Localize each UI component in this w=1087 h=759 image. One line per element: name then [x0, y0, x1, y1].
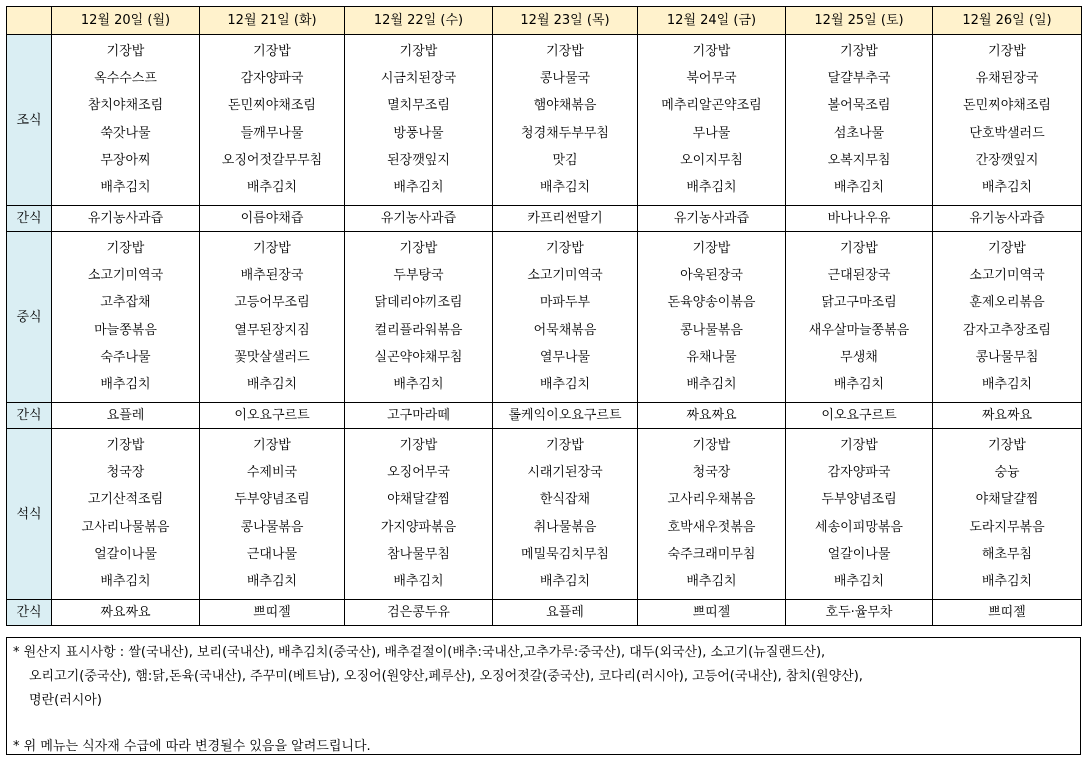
dish: 감자양파국: [827, 464, 891, 480]
lunch-cell: [786, 232, 933, 403]
notes-box: [6, 637, 1081, 755]
dinner-cell: [933, 429, 1082, 600]
dish: 돈민찌야채조림: [228, 98, 316, 114]
dish: 야채달걀찜: [387, 492, 450, 508]
dish: 들깨무나물: [240, 125, 304, 141]
dish: 기장밥: [840, 240, 878, 256]
header-row: [7, 7, 1082, 35]
dish: 콩나물볶음: [240, 519, 304, 535]
dish: 기장밥: [399, 437, 438, 453]
dish: 간장깻잎지: [975, 152, 1039, 168]
dish: 감자양파국: [240, 70, 304, 86]
dish: 닭데리야끼조림: [374, 295, 463, 311]
snack-cell: 쁘띠젤: [200, 600, 345, 626]
meal-label-dinner: 석식: [7, 429, 52, 600]
dish: 볼어묵조림: [827, 98, 891, 114]
dish: 배추김치: [686, 180, 737, 196]
breakfast-cell: [933, 35, 1082, 206]
dish: 오이지무침: [680, 152, 743, 168]
dish: 메밀묵김치무침: [521, 546, 609, 562]
dish: 새우살마늘쫑볶음: [808, 322, 910, 338]
dish: 콩나물볶음: [680, 322, 743, 338]
dish: 배추김치: [833, 180, 885, 196]
dish: 배추김치: [539, 574, 591, 590]
breakfast-cell: [200, 35, 345, 206]
lunch-cell: [933, 232, 1082, 403]
snack-cell: 이오요구르트: [200, 403, 345, 429]
lunch-cell: [493, 232, 638, 403]
dinner-cell: [200, 429, 345, 600]
breakfast-cell: [638, 35, 786, 206]
dish: 콩나물국: [539, 70, 591, 86]
dish: 돈육양송이볶음: [667, 295, 756, 311]
snack-cell: 고구마라떼: [345, 403, 493, 429]
dish: 기장밥: [106, 43, 145, 59]
dish: 북어무국: [686, 70, 737, 86]
snack-row-morning: [7, 206, 1082, 232]
snack-cell: 요플레: [52, 403, 200, 429]
dish: 된장깻잎지: [387, 152, 450, 168]
dish: 기장밥: [106, 240, 145, 256]
dish: 소고기미역국: [87, 267, 164, 283]
dish: 기장밥: [253, 240, 291, 256]
dish: 기장밥: [988, 437, 1026, 453]
dish: 멸치무조림: [387, 98, 450, 114]
snack-cell: 이름야채즙: [200, 206, 345, 232]
dish: 두부양념조림: [821, 492, 897, 508]
dish: 컬리플라워볶음: [374, 322, 463, 338]
dish: 감자고추장조림: [963, 322, 1051, 338]
dish: 아욱된장국: [680, 267, 743, 283]
dish: 얼갈이나물: [94, 546, 157, 562]
dish: 돈민찌야채조림: [963, 98, 1051, 114]
dish: 섬초나물: [833, 125, 885, 141]
snack-row-afternoon: [7, 403, 1082, 429]
dish: 세송이피망볶음: [815, 519, 903, 535]
day-header: 12월 21일 (화): [200, 7, 345, 35]
dish: 야채달걀찜: [975, 492, 1039, 508]
day-header: 12월 23일 (목): [493, 7, 638, 35]
dish: 무생채: [840, 349, 878, 365]
dish: 배추김치: [393, 377, 444, 393]
dish: 실곤약야채무침: [374, 349, 463, 365]
dinner-cell: [345, 429, 493, 600]
dish: 쑥갓나물: [100, 125, 151, 141]
snack-cell: 유기농사과즙: [52, 206, 200, 232]
snack-cell: 유기농사과즙: [345, 206, 493, 232]
lunch-cell: [52, 232, 200, 403]
dish: 고사리우채볶음: [667, 492, 756, 508]
dish: 배추김치: [393, 574, 444, 590]
dish: 두부탕국: [393, 267, 444, 283]
dish: 콩나물무침: [975, 349, 1039, 365]
weekly-menu-table: [6, 6, 1082, 626]
dish: 마파두부: [539, 295, 591, 311]
meal-label-lunch: 중식: [7, 232, 52, 403]
snack-cell: 유기농사과즙: [933, 206, 1082, 232]
dish: 기장밥: [988, 43, 1026, 59]
day-header: 12월 26일 (일): [933, 7, 1082, 35]
dish: 기장밥: [692, 43, 731, 59]
dish: 청경채두부무침: [521, 125, 609, 141]
dish: 숙주나물: [100, 349, 151, 365]
dish: 기장밥: [692, 240, 731, 256]
dish: 소고기미역국: [969, 267, 1045, 283]
breakfast-cell: [52, 35, 200, 206]
origin-note-line: 오리고기(중국산), 햄:닭,돈육(국내산), 주꾸미(베트남), 오징어(원양산,페루산), 오징어젓갈(중국산), 코다리(러시아), 고등어(국내산), 참치(원양산),: [29, 669, 863, 684]
header-corner: [7, 7, 52, 35]
dish: 근대나물: [246, 546, 298, 562]
origin-note-line: 명란(러시아): [29, 693, 102, 708]
dish: 배추김치: [981, 574, 1033, 590]
dish: 열무된장지짐: [234, 322, 310, 338]
dish: 기장밥: [253, 43, 291, 59]
dish: 시래기된장국: [527, 464, 603, 480]
meal-label-breakfast: 조식: [7, 35, 52, 206]
dish: 기장밥: [546, 437, 584, 453]
dish: 달걀부추국: [827, 70, 891, 86]
dish: 얼갈이나물: [827, 546, 891, 562]
dish: 열무나물: [539, 349, 591, 365]
dish: 기장밥: [546, 43, 584, 59]
snack-row-evening: [7, 600, 1082, 626]
dish: 고사리나물볶음: [81, 519, 170, 535]
dish: 한식잡채: [539, 492, 591, 508]
dish: 참치야채조림: [87, 98, 164, 114]
menu-change-notice: * 위 메뉴는 식자재 수급에 따라 변경될수 있음을 알려드립니다.: [13, 739, 371, 754]
meal-label-snack: 간식: [7, 600, 52, 626]
day-header: 12월 25일 (토): [786, 7, 933, 35]
notes-spacer: [13, 713, 1074, 735]
dish: 훈제오리볶음: [969, 295, 1045, 311]
dish: 무장아찌: [100, 152, 151, 168]
meal-label-snack: 간식: [7, 403, 52, 429]
dish: 참나물무침: [387, 546, 450, 562]
dish: 무나물: [692, 125, 731, 141]
dinner-cell: [493, 429, 638, 600]
snack-cell: 요플레: [493, 600, 638, 626]
breakfast-cell: [786, 35, 933, 206]
breakfast-row: [7, 35, 1082, 206]
dish: 방풍나물: [393, 125, 444, 141]
snack-cell: 쁘띠젤: [933, 600, 1082, 626]
dish: 배추김치: [246, 377, 298, 393]
dish: 마늘쫑볶음: [94, 322, 157, 338]
lunch-cell: [345, 232, 493, 403]
dinner-cell: [638, 429, 786, 600]
dish: 기장밥: [840, 43, 878, 59]
breakfast-cell: [493, 35, 638, 206]
day-header: 12월 22일 (수): [345, 7, 493, 35]
dish: 배추김치: [246, 180, 298, 196]
dish: 단호박샐러드: [969, 125, 1045, 141]
snack-cell: 바나나우유: [786, 206, 933, 232]
dish: 유채된장국: [975, 70, 1039, 86]
dish: 오복지무침: [827, 152, 891, 168]
dish: 메추리알곤약조림: [661, 98, 762, 114]
dish: 청국장: [692, 464, 731, 480]
dinner-row: [7, 429, 1082, 600]
dish: 기장밥: [106, 437, 145, 453]
dish: 가지양파볶음: [380, 519, 457, 535]
snack-cell: 짜요짜요: [638, 403, 786, 429]
dish: 호박새우젓볶음: [667, 519, 756, 535]
dish: 배추김치: [539, 377, 591, 393]
dish: 두부양념조림: [234, 492, 310, 508]
dish: 배추된장국: [240, 267, 304, 283]
day-header: 12월 20일 (월): [52, 7, 200, 35]
snack-cell: 이오요구르트: [786, 403, 933, 429]
snack-cell: 롤케익이오요구르트: [493, 403, 638, 429]
dish: 배추김치: [539, 180, 591, 196]
dish: 숭늉: [994, 464, 1020, 480]
dish: 배추김치: [246, 574, 298, 590]
snack-cell: 짜요짜요: [933, 403, 1082, 429]
dish: 청국장: [106, 464, 145, 480]
dish: 유채나물: [686, 349, 737, 365]
dish: 도라지무볶음: [969, 519, 1045, 535]
dish: 오징어젓갈무무침: [221, 152, 323, 168]
snack-cell: 검은콩두유: [345, 600, 493, 626]
dinner-cell: [52, 429, 200, 600]
dish: 수제비국: [246, 464, 298, 480]
breakfast-cell: [345, 35, 493, 206]
lunch-row: [7, 232, 1082, 403]
snack-cell: 쁘띠젤: [638, 600, 786, 626]
dish: 오징어무국: [387, 464, 450, 480]
dish: 기장밥: [692, 437, 731, 453]
dish: 숙주크래미무침: [667, 546, 756, 562]
dish: 시금치된장국: [380, 70, 457, 86]
dish: 기장밥: [988, 240, 1026, 256]
dish: 기장밥: [399, 43, 438, 59]
dish: 배추김치: [100, 574, 151, 590]
origin-note-line: * 원산지 표시사항 : 쌀(국내산), 보리(국내산), 배추김치(중국산), 배추겉절이(배추:국내산,고추가루:중국산), 대두(외국산), 소고기(뉴질랜드산),: [13, 645, 826, 660]
dish: 배추김치: [686, 574, 737, 590]
dish: 닭고구마조림: [821, 295, 897, 311]
snack-cell: 카프리썬딸기: [493, 206, 638, 232]
dish: 맛김: [552, 152, 578, 168]
snack-cell: 짜요짜요: [52, 600, 200, 626]
day-header: 12월 24일 (금): [638, 7, 786, 35]
dish: 배추김치: [393, 180, 444, 196]
meal-label-snack: 간식: [7, 206, 52, 232]
dish: 고추잡채: [100, 295, 151, 311]
lunch-cell: [638, 232, 786, 403]
dinner-cell: [786, 429, 933, 600]
dish: 배추김치: [100, 180, 151, 196]
dish: 기장밥: [840, 437, 878, 453]
dish: 배추김치: [833, 377, 885, 393]
dish: 배추김치: [981, 377, 1033, 393]
snack-cell: 유기농사과즙: [638, 206, 786, 232]
dish: 취나물볶음: [533, 519, 597, 535]
dish: 소고기미역국: [527, 267, 603, 283]
dish: 배추김치: [981, 180, 1033, 196]
dish: 기장밥: [399, 240, 438, 256]
dish: 햄야채볶음: [533, 98, 597, 114]
dish: 고등어무조림: [234, 295, 310, 311]
dish: 기장밥: [546, 240, 584, 256]
dish: 해초무침: [981, 546, 1033, 562]
dish: 고기산적조림: [87, 492, 164, 508]
lunch-cell: [200, 232, 345, 403]
snack-cell: 호두·율무차: [786, 600, 933, 626]
dish: 기장밥: [253, 437, 291, 453]
dish: 옥수수스프: [94, 70, 157, 86]
dish: 어묵채볶음: [533, 322, 597, 338]
dish: 근대된장국: [827, 267, 891, 283]
dish: 배추김치: [686, 377, 737, 393]
dish: 꽃맛살샐러드: [234, 349, 310, 365]
dish: 배추김치: [100, 377, 151, 393]
dish: 배추김치: [833, 574, 885, 590]
